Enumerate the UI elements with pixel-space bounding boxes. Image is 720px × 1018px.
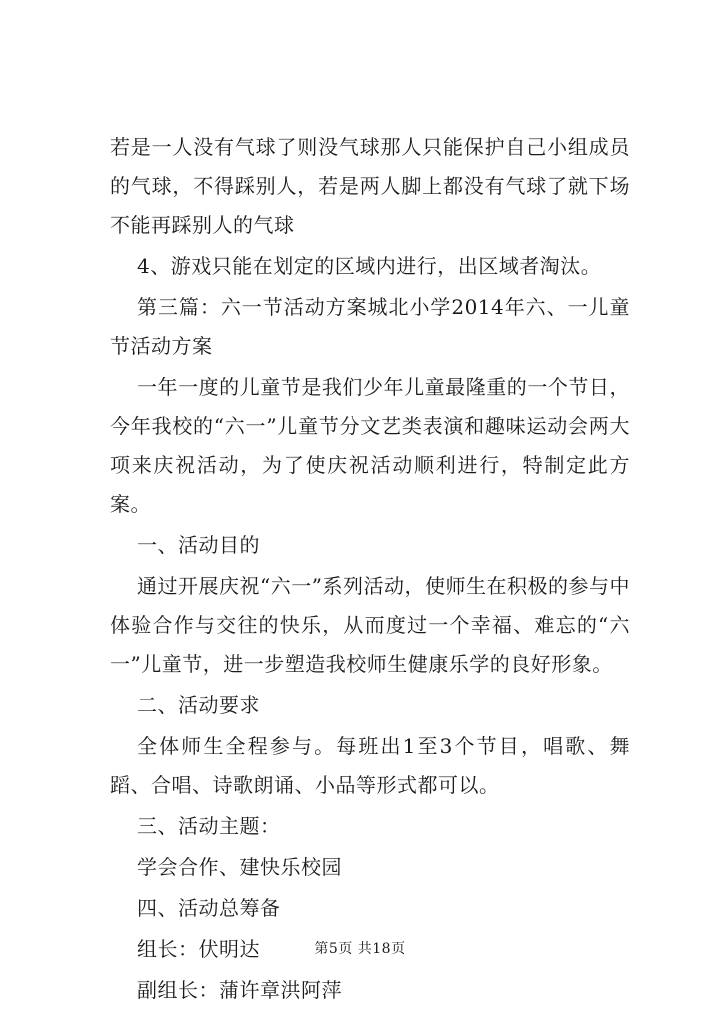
page-number-footer: 第5页 共18页 — [314, 941, 406, 957]
paragraph-rule-4: 4、游戏只能在划定的区域内进行，出区域者淘汰。 — [137, 254, 602, 278]
document-body — [110, 128, 630, 1010]
paragraph-activity-purpose: 通过开展庆祝“六一”系列活动，使师生在积极的参与中体验合作与交往的快乐，从而度过一个幸福、难忘的“六一”儿童节，进一步塑造我校师生健康乐学的良好形象。 — [110, 574, 630, 676]
heading-activity-purpose: 一、活动目的 — [137, 533, 260, 557]
paragraph-balloon-rule-continued: 若是一人没有气球了则没气球那人只能保护自己小组成员的气球，不得踩别人，若是两人脚上都没有气球了就下场不能再踩别人的气球 — [110, 135, 630, 237]
heading-activity-theme: 三、活动主题： — [137, 814, 281, 838]
paragraph-activity-requirements: 全体师生全程参与。每班出1至3个节目，唱歌、舞蹈、合唱、诗歌朗诵、小品等形式都可以。 — [110, 734, 630, 797]
heading-activity-requirements: 二、活动要求 — [137, 693, 260, 717]
paragraph-deputy-leader: 副组长：蒲许章洪阿萍 — [137, 978, 342, 1002]
paragraph-section-three-title: 第三篇：六一节活动方案城北小学2014年六、一儿童节活动方案 — [110, 295, 630, 358]
paragraph-activity-theme: 学会合作、建快乐校园 — [137, 855, 342, 879]
paragraph-group-leader: 组长：伏明达 — [137, 937, 260, 961]
heading-activity-preparation: 四、活动总筹备 — [137, 896, 281, 920]
paragraph-intro: 一年一度的儿童节是我们少年儿童最隆重的一个节日，今年我校的“六一”儿童节分文艺类表演和趣味运动会两大项来庆祝活动，为了使庆祝活动顺利进行，特制定此方案。 — [110, 375, 630, 516]
